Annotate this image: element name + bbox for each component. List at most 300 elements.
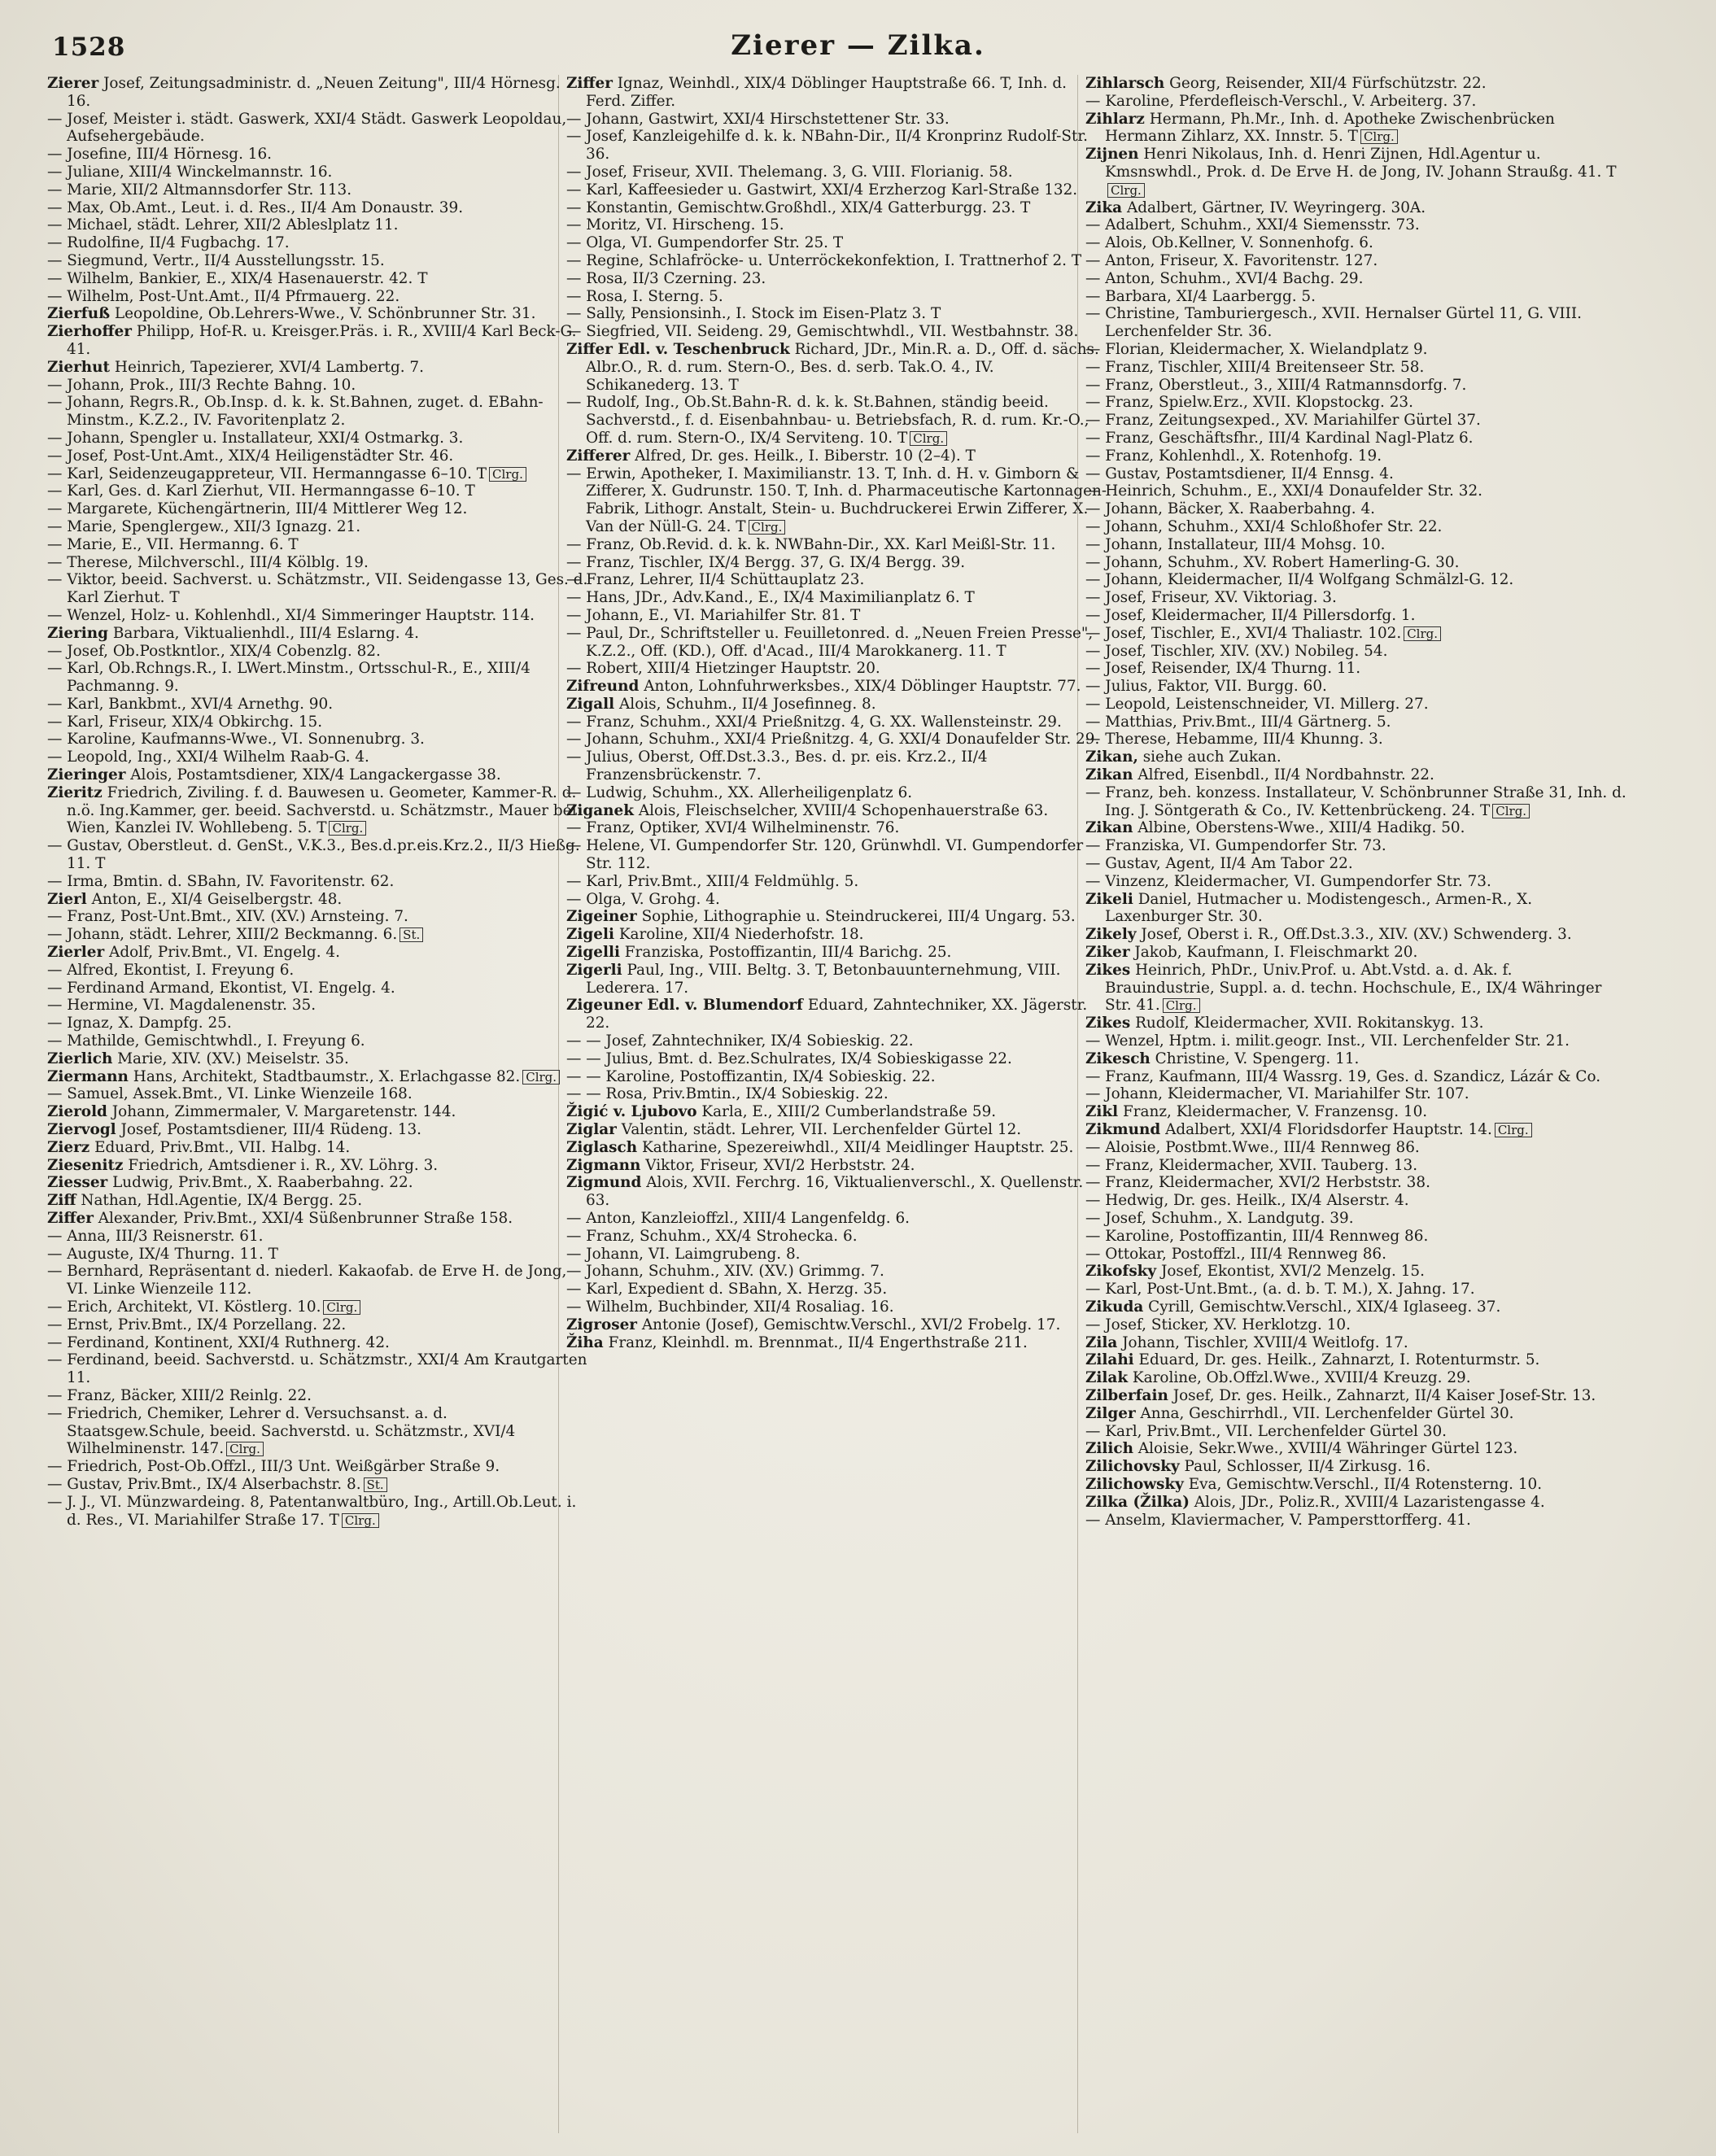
surname: Zifreund xyxy=(566,678,640,696)
entry-text: Anton, Lohnfuhrwerksbes., XIX/4 Döblinger Hauptstr. 77. xyxy=(644,678,1081,696)
directory-entry xyxy=(47,394,588,430)
entry-text: — Franz, Tischler, XIII/4 Breitenseer Str. 58. xyxy=(1085,358,1425,376)
directory-entry xyxy=(566,128,1107,164)
directory-entry xyxy=(1085,1192,1626,1210)
entry-text: Barbara, Viktualienhdl., III/4 Eslarng. 4. xyxy=(112,624,419,642)
surname: Zilichovsky xyxy=(1085,1458,1180,1476)
entry-text: Friedrich, Amtsdiener i. R., XV. Löhrg. 3. xyxy=(128,1156,439,1174)
entry-text: — Ferdinand, beeid. Sachverstd. u. Schätzmstr., XXI/4 Am Krautgarten 11. xyxy=(47,1351,587,1387)
directory-entry xyxy=(47,748,588,766)
directory-entry xyxy=(1085,465,1626,483)
entry-text: Anna, Geschirrhdl., VII. Lerchenfelder Gürtel 30. xyxy=(1140,1404,1514,1422)
entry-text: — Karl, Seidenzeugappreteur, VII. Hermanngasse 6–10. T xyxy=(47,465,487,482)
entry-text: Adolf, Priv.Bmt., VI. Engelg. 4. xyxy=(109,944,340,962)
entry-text: — Franz, Kleidermacher, XVII. Tauberg. 13. xyxy=(1085,1156,1418,1174)
directory-entry xyxy=(47,430,588,447)
entry-text: — Wilhelm, Post-Unt.Amt., II/4 Pfrmauerg. 22. xyxy=(47,287,400,305)
running-head: Zierer — Zilka. xyxy=(731,29,985,62)
directory-entry xyxy=(47,465,588,483)
surname: Zikes xyxy=(1085,961,1131,979)
directory-entry xyxy=(1085,731,1626,748)
entry-text: — Karl, Bankbmt., XVI/4 Arnethg. 90. xyxy=(47,695,334,713)
surname: Ziffer Edl. v. Teschenbruck xyxy=(566,340,790,358)
entry-text: Jakob, Kaufmann, I. Fleischmarkt 20. xyxy=(1134,944,1418,962)
entry-text: — Hermine, VI. Magdalenenstr. 35. xyxy=(47,997,317,1015)
entry-text: Alois, Schuhm., II/4 Josefinneg. 8. xyxy=(619,695,876,713)
surname: Zikofsky xyxy=(1085,1263,1157,1281)
entry-text: — Johann, VI. Laimgrubeng. 8. xyxy=(566,1245,801,1263)
entry-text: — Paul, Dr., Schriftsteller u. Feuilletonred. d. „Neuen Freien Presse", K.Z.2., Off. (KD.), Off. d'Acad., III/4 Marokkanerg. 11. T xyxy=(566,624,1094,660)
entry-text: — Julius, Oberst, Off.Dst.3.3., Bes. d. pr. eis. Krz.2., II/4 Franzensbrückenstr. 7. xyxy=(566,748,988,784)
directory-entry xyxy=(566,270,1107,288)
directory-entry xyxy=(1085,571,1626,589)
entry-text: — Max, Ob.Amt., Leut. i. d. Res., II/4 Am Donaustr. 39. xyxy=(47,199,464,216)
entry-text: — Marie, Spenglergew., XII/3 Ignazg. 21. xyxy=(47,517,361,535)
directory-entry xyxy=(47,1157,588,1175)
entry-text: — Therese, Milchverschl., III/4 Kölblg. 19. xyxy=(47,553,369,571)
entry-text: — Josef, Kleidermacher, II/4 Pillersdorfg. 1. xyxy=(1085,606,1416,624)
directory-entry xyxy=(1085,536,1626,554)
entry-text: — Leopold, Leistenschneider, VI. Millerg. 27. xyxy=(1085,695,1429,713)
entry-text: — — Rosa, Priv.Bmtin., IX/4 Sobieskig. 22. xyxy=(566,1085,889,1103)
entry-text: — Anton, Kanzleioffzl., XIII/4 Langenfeldg. 6. xyxy=(566,1210,910,1227)
entry-text: — Franz, Kohlenhdl., X. Rotenhofg. 19. xyxy=(1085,447,1382,465)
entry-text: Alois, Postamtsdiener, XIX/4 Langackergasse 38. xyxy=(130,766,501,784)
entry-text: — Viktor, beeid. Sachverst. u. Schätzmstr., VII. Seidengasse 13, Ges. d. Karl Zierhut. T xyxy=(47,571,588,607)
directory-entry xyxy=(1085,1298,1626,1316)
directory-entry xyxy=(1085,1103,1626,1121)
directory-entry xyxy=(1085,748,1626,766)
directory-entry xyxy=(47,873,588,891)
registry-badge: Clrg. xyxy=(323,1300,360,1315)
directory-entry xyxy=(566,1334,1107,1352)
surname: Zihlarz xyxy=(1085,110,1145,128)
directory-entry xyxy=(1085,1050,1626,1068)
entry-text: — Mathilde, Gemischtwhdl., I. Freyung 6. xyxy=(47,1032,365,1050)
directory-entry xyxy=(566,1174,1107,1210)
entry-text: Richard, JDr., Min.R. a. D., Off. d. sächs. Albr.O., R. d. rum. Stern-O., Bes. d. serb. Tak.O. 4., IV. Schikanederg. 13. T xyxy=(586,340,1099,394)
surname: Zierhoffer xyxy=(47,323,132,341)
entry-text: — Siegfried, VII. Seideng. 29, Gemischtwhdl., VII. Westbahnstr. 38. xyxy=(566,323,1079,341)
directory-entry xyxy=(1085,891,1626,927)
directory-entry xyxy=(47,111,588,146)
entry-text: — Franz, Optiker, XVI/4 Wilhelminenstr. 76. xyxy=(566,819,900,837)
directory-entry xyxy=(566,837,1107,873)
entry-text: — Johann, Gastwirt, XXI/4 Hirschstettener Str. 33. xyxy=(566,110,950,128)
directory-entry xyxy=(1085,377,1626,395)
registry-badge: Clrg. xyxy=(522,1070,560,1085)
directory-entry xyxy=(1085,855,1626,873)
directory-entry xyxy=(1085,1440,1626,1458)
directory-entry xyxy=(566,252,1107,270)
entry-text: — Karl, Kaffeesieder u. Gastwirt, XXI/4 Erzherzog Karl-Straße 132. xyxy=(566,181,1078,199)
directory-entry xyxy=(1085,714,1626,731)
directory-entry xyxy=(566,1139,1107,1157)
entry-text: — Franz, Geschäftsfhr., III/4 Kardinal Nagl-Platz 6. xyxy=(1085,429,1474,447)
directory-entry xyxy=(1085,216,1626,234)
directory-entry xyxy=(566,288,1107,306)
entry-text: — Auguste, IX/4 Thurng. 11. T xyxy=(47,1245,278,1263)
entry-text: — Karoline, Pferdefleisch-Verschl., V. Arbeiterg. 37. xyxy=(1085,92,1477,110)
surname: Ziesenitz xyxy=(47,1156,124,1174)
entry-text: — Samuel, Assek.Bmt., VI. Linke Wienzeile 168. xyxy=(47,1085,413,1103)
directory-entry xyxy=(1085,1174,1626,1192)
directory-entry xyxy=(1085,837,1626,855)
entry-text: Cyrill, Gemischtw.Verschl., XIX/4 Iglaseeg. 37. xyxy=(1148,1298,1501,1316)
surname: Zikeli xyxy=(1085,890,1133,908)
directory-entry xyxy=(47,518,588,536)
surname: Zikely xyxy=(1085,926,1137,944)
directory-entry xyxy=(1085,660,1626,678)
directory-entry xyxy=(566,1157,1107,1175)
surname: Zigeuner Edl. v. Blumendorf xyxy=(566,997,803,1015)
directory-entry xyxy=(566,607,1107,625)
directory-entry xyxy=(566,447,1107,465)
registry-badge: Clrg. xyxy=(489,467,526,482)
directory-entry xyxy=(47,1103,588,1121)
surname: Ziffer xyxy=(566,75,613,92)
directory-entry xyxy=(566,536,1107,554)
entry-text: — Margarete, Küchengärtnerin, III/4 Mittlerer Weg 12. xyxy=(47,500,468,518)
surname: Zigeiner xyxy=(566,908,637,926)
directory-entry xyxy=(47,323,588,359)
entry-text: Marie, XIV. (XV.) Meiselstr. 35. xyxy=(117,1050,349,1067)
directory-entry xyxy=(566,1085,1107,1103)
directory-entry xyxy=(566,323,1107,341)
directory-entry xyxy=(1085,199,1626,217)
surname: Zierfuß xyxy=(47,305,111,323)
directory-entry xyxy=(1085,500,1626,518)
entry-text: Viktor, Friseur, XVI/2 Herbststr. 24. xyxy=(645,1156,915,1174)
entry-text: Philipp, Hof-R. u. Kreisger.Präs. i. R., XVIII/4 Karl Beck-G. 41. xyxy=(67,323,577,358)
directory-entry xyxy=(1085,430,1626,447)
surname: Zikuda xyxy=(1085,1298,1144,1316)
directory-entry xyxy=(566,1263,1107,1281)
entry-text: Albine, Oberstens-Wwe., XIII/4 Hadikg. 50. xyxy=(1137,819,1465,837)
entry-text: — Rudolf, Ing., Ob.St.Bahn-R. d. k. k. St.Bahnen, ständig beeid. Sachverstd., f. d. Eisenbahnbau- u. Betriebsfach, R. d. rum. Kr.-O., Off. d. rum. Stern-O., IX/4 Serviteng. 10. T xyxy=(566,394,1089,447)
entry-text: — Johann, Prok., III/3 Rechte Bahng. 10. xyxy=(47,376,356,394)
directory-entry xyxy=(47,766,588,784)
entry-text: — Robert, XIII/4 Hietzinger Hauptstr. 20. xyxy=(566,660,880,678)
directory-entry xyxy=(47,660,588,696)
entry-text: Hermann, Ph.Mr., Inh. d. Apotheke Zwischenbrücken Hermann Zihlarz, XX. Innstr. 5. T xyxy=(1105,110,1555,146)
registry-badge: St. xyxy=(364,1477,387,1492)
directory-entry xyxy=(1085,482,1626,500)
entry-text: — Josef, Schuhm., X. Landgutg. 39. xyxy=(1085,1210,1354,1227)
entry-text: — Franz, beh. konzess. Installateur, V. Schönbrunner Straße 31, Inh. d. Ing. J. Söntgerath & Co., IV. Kettenbrückeng. 24. T xyxy=(1085,783,1626,819)
directory-entry xyxy=(566,305,1107,323)
entry-text: Karla, E., XIII/2 Cumberlandstraße 59. xyxy=(701,1103,997,1121)
entry-text: — Vinzenz, Kleidermacher, VI. Gumpendorfer Str. 73. xyxy=(1085,872,1491,890)
directory-entry xyxy=(1085,75,1626,93)
entry-text: Franziska, Postoffizantin, III/4 Barichg. 25. xyxy=(624,944,952,962)
entry-text: Katharine, Spezereiwhdl., XII/4 Meidlinger Hauptstr. 25. xyxy=(641,1138,1074,1156)
surname: Zieritz xyxy=(47,783,103,801)
column-3 xyxy=(1085,75,1626,2133)
directory-entry xyxy=(1085,766,1626,784)
surname: Zikmund xyxy=(1085,1121,1161,1139)
directory-entry xyxy=(566,571,1107,589)
entry-text: — Siegmund, Vertr., II/4 Ausstellungsstr. 15. xyxy=(47,251,385,269)
entry-text: — Josef, Sticker, XV. Herklotzg. 10. xyxy=(1085,1316,1351,1333)
directory-entry xyxy=(566,1121,1107,1139)
directory-entry xyxy=(566,234,1107,252)
entry-text: Alfred, Dr. ges. Heilk., I. Biberstr. 10 (2–4). T xyxy=(635,447,976,465)
directory-entry xyxy=(566,1050,1107,1068)
directory-entry xyxy=(566,1068,1107,1086)
directory-entry xyxy=(47,1192,588,1210)
directory-entry xyxy=(566,216,1107,234)
entry-text: Eduard, Priv.Bmt., VII. Halbg. 14. xyxy=(94,1138,351,1156)
entry-text: — Ferdinand, Kontinent, XXI/4 Ruthnerg. 42. xyxy=(47,1333,390,1351)
directory-entry xyxy=(1085,1068,1626,1086)
directory-entry xyxy=(566,1103,1107,1121)
entry-text: — Olga, V. Grohg. 4. xyxy=(566,890,720,908)
directory-entry xyxy=(47,997,588,1015)
directory-entry xyxy=(1085,607,1626,625)
entry-text: Adalbert, Gärtner, IV. Weyringerg. 30A. xyxy=(1126,199,1426,216)
surname: Zierler xyxy=(47,944,105,962)
directory-entry xyxy=(566,908,1107,926)
directory-entry xyxy=(566,997,1107,1032)
directory-entry xyxy=(47,554,588,572)
entry-text: — Hans, JDr., Adv.Kand., E., IX/4 Maximilianplatz 6. T xyxy=(566,589,975,607)
directory-entry xyxy=(1085,1015,1626,1032)
entry-text: — Ottokar, Postoffzl., III/4 Rennweg 86. xyxy=(1085,1245,1386,1263)
entry-text: — Bernhard, Repräsentant d. niederl. Kakaofab. de Erve H. de Jong, VI. Linke Wienzeile 112. xyxy=(47,1263,567,1298)
entry-text: — Johann, Schuhm., XV. Robert Hamerling-G. 30. xyxy=(1085,553,1460,571)
directory-entry xyxy=(47,714,588,731)
surname: Zika xyxy=(1085,199,1123,216)
directory-entry xyxy=(47,1210,588,1228)
entry-text: — Therese, Hebamme, III/4 Khunng. 3. xyxy=(1085,731,1383,748)
surname: Ziff xyxy=(47,1192,76,1210)
entry-text: Eduard, Dr. ges. Heilk., Zahnarzt, I. Rotenturmstr. 5. xyxy=(1138,1351,1540,1369)
surname: Zikan, xyxy=(1085,748,1138,766)
directory-entry xyxy=(566,696,1107,714)
entry-text: — Johann, Installateur, III/4 Mohsg. 10. xyxy=(1085,535,1386,553)
directory-entry xyxy=(566,926,1107,944)
directory-entry xyxy=(566,199,1107,217)
surname: Zifferer xyxy=(566,447,631,465)
surname: Zikes xyxy=(1085,1015,1131,1032)
entry-text: siehe auch Zukan. xyxy=(1142,748,1282,766)
surname: Zila xyxy=(1085,1333,1118,1351)
directory-entry xyxy=(47,1351,588,1387)
directory-entry xyxy=(566,873,1107,891)
registry-badge: Clrg. xyxy=(226,1442,264,1456)
directory-entry xyxy=(1085,926,1626,944)
entry-text: — Helene, VI. Gumpendorfer Str. 120, Grünwhdl. VI. Gumpendorfer Str. 112. xyxy=(566,837,1084,873)
directory-entry xyxy=(1085,1458,1626,1476)
registry-badge: Clrg. xyxy=(749,520,786,535)
entry-text: — Karl, Priv.Bmt., VII. Lerchenfelder Gürtel 30. xyxy=(1085,1422,1447,1440)
entry-text: — Wilhelm, Bankier, E., XIX/4 Hasenauerstr. 42. T xyxy=(47,269,428,287)
entry-text: — Johann, Schuhm., XXI/4 Schloßhofer Str. 22. xyxy=(1085,517,1443,535)
directory-entry xyxy=(566,660,1107,678)
surname: Zikan xyxy=(1085,819,1133,837)
entry-text: Josef, Zeitungsadministr. d. „Neuen Zeitung", III/4 Hörnesg. 16. xyxy=(67,75,561,110)
entry-text: — Marie, E., VII. Hermanng. 6. T xyxy=(47,535,299,553)
entry-text: — Wenzel, Hptm. i. milit.geogr. Inst., VII. Lerchenfelder Str. 21. xyxy=(1085,1032,1570,1050)
directory-entry xyxy=(566,802,1107,820)
directory-entry xyxy=(1085,678,1626,696)
directory-entry xyxy=(47,1387,588,1405)
directory-entry xyxy=(47,784,588,837)
directory-entry xyxy=(47,926,588,944)
entry-text: — Florian, Kleidermacher, X. Wielandplatz 9. xyxy=(1085,340,1428,358)
entry-text: — Irma, Bmtin. d. SBahn, IV. Favoritenstr. 62. xyxy=(47,872,395,890)
entry-text: — Rosa, I. Sterng. 5. xyxy=(566,287,723,305)
directory-entry xyxy=(1085,305,1626,341)
directory-entry xyxy=(1085,1281,1626,1298)
entry-text: Josef, Postamtsdiener, III/4 Rüdeng. 13. xyxy=(120,1121,422,1139)
directory-entry xyxy=(47,1298,588,1316)
entry-text: — Johann, Bäcker, X. Raaberbahng. 4. xyxy=(1085,500,1376,518)
entry-text: — Ernst, Priv.Bmt., IX/4 Porzellang. 22. xyxy=(47,1316,347,1333)
entry-text: — J. J., VI. Münzwardeing. 8, Patentanwaltbüro, Ing., Artill.Ob.Leut. i. d. Res., VI. Mariahilfer Straße 17. T xyxy=(47,1493,577,1529)
directory-entry xyxy=(47,837,588,873)
entry-text: Josef, Oberst i. R., Off.Dst.3.3., XIV. (XV.) Schwenderg. 3. xyxy=(1141,926,1572,944)
directory-entry xyxy=(47,252,588,270)
directory-entry xyxy=(47,305,588,323)
surname: Zilichowsky xyxy=(1085,1475,1184,1493)
entry-text: — Josefine, III/4 Hörnesg. 16. xyxy=(47,146,273,164)
directory-entry xyxy=(1085,412,1626,430)
entry-text: Karoline, Ob.Offzl.Wwe., XVIII/4 Kreuzg. 29. xyxy=(1132,1369,1471,1387)
registry-badge: Clrg. xyxy=(1163,998,1200,1013)
entry-text: — Karoline, Postoffizantin, III/4 Rennweg 86. xyxy=(1085,1227,1429,1245)
entry-text: — Sally, Pensionsinh., I. Stock im Eisen-Platz 3. T xyxy=(566,305,941,323)
entry-text: — Adalbert, Schuhm., XXI/4 Siemensstr. 73. xyxy=(1085,216,1420,234)
directory-entry xyxy=(1085,146,1626,199)
directory-entry xyxy=(47,482,588,500)
entry-text: Leopoldine, Ob.Lehrers-Wwe., V. Schönbrunner Str. 31. xyxy=(114,305,536,323)
directory-entry xyxy=(1085,394,1626,412)
directory-entry xyxy=(47,1139,588,1157)
entry-text: — Julius, Faktor, VII. Burgg. 60. xyxy=(1085,678,1327,696)
entry-text: — Josef, Ob.Postkntlor., XIX/4 Cobenzlg. 82. xyxy=(47,642,381,660)
entry-text: — Anton, Schuhm., XVI/4 Bachg. 29. xyxy=(1085,269,1364,287)
surname: Zijnen xyxy=(1085,146,1139,164)
surname: Zikesch xyxy=(1085,1050,1151,1067)
surname: Zilka (Žilka) xyxy=(1085,1493,1190,1511)
entry-text: — Barbara, XI/4 Laarbergg. 5. xyxy=(1085,287,1316,305)
entry-text: — Ignaz, X. Dampfg. 25. xyxy=(47,1015,232,1032)
directory-entry xyxy=(1085,1316,1626,1334)
directory-entry xyxy=(47,234,588,252)
entry-text: — Ludwig, Schuhm., XX. Allerheiligenplatz 6. xyxy=(566,783,913,801)
entry-text: — Josef, Tischler, E., XVI/4 Thaliastr. 102. xyxy=(1085,624,1402,642)
directory-entry xyxy=(566,1228,1107,1246)
surname: Ziganek xyxy=(566,801,635,819)
entry-text: Eva, Gemischtw.Verschl., II/4 Rotensterng. 10. xyxy=(1188,1475,1543,1493)
surname: Zierlich xyxy=(47,1050,113,1067)
entry-text: Christine, V. Spengerg. 11. xyxy=(1155,1050,1360,1067)
directory-entry xyxy=(566,394,1107,447)
entry-text: Daniel, Hutmacher u. Modistengesch., Armen-R., X. Laxenburger Str. 30. xyxy=(1105,890,1533,926)
entry-text: — Josef, Post-Unt.Amt., XIX/4 Heiligenstädter Str. 46. xyxy=(47,447,454,465)
surname: Zilahi xyxy=(1085,1351,1134,1369)
entry-text: — Michael, städt. Lehrer, XII/2 Ableslplatz 11. xyxy=(47,216,399,234)
entry-text: — Hedwig, Dr. ges. Heilk., IX/4 Alserstr. 4. xyxy=(1085,1192,1409,1210)
directory-entry xyxy=(566,1210,1107,1228)
directory-entry xyxy=(1085,819,1626,837)
surname: Ziglasch xyxy=(566,1138,638,1156)
directory-entry xyxy=(47,164,588,181)
registry-badge: Clrg. xyxy=(1107,183,1145,198)
directory-entry xyxy=(1085,1139,1626,1157)
surname: Zieringer xyxy=(47,766,126,784)
surname: Zigelli xyxy=(566,944,620,962)
directory-entry xyxy=(1085,359,1626,377)
entry-text: Ludwig, Priv.Bmt., X. Raaberbahng. 22. xyxy=(112,1174,413,1192)
entry-text: — Johann, Schuhm., XIV. (XV.) Grimmg. 7. xyxy=(566,1263,884,1281)
entry-text: Ignaz, Weinhdl., XIX/4 Döblinger Hauptstraße 66. T, Inh. d. Ferd. Ziffer. xyxy=(586,75,1067,110)
directory-entry xyxy=(47,1405,588,1458)
directory-entry xyxy=(1085,1369,1626,1387)
entry-text: — Alois, Ob.Kellner, V. Sonnenhofg. 6. xyxy=(1085,234,1373,252)
entry-text: — Friedrich, Chemiker, Lehrer d. Versuchsanst. a. d. Staatsgew.Schule, beeid. Sachverstd. u. Schätzmstr., XVI/4 Wilhelminenstr. 147. xyxy=(47,1404,516,1458)
directory-entry xyxy=(47,1316,588,1334)
entry-text: — Heinrich, Schuhm., E., XXI/4 Donaufelder Str. 32. xyxy=(1085,482,1482,500)
directory-entry xyxy=(47,216,588,234)
surname: Zilger xyxy=(1085,1404,1136,1422)
entry-text: — Gustav, Priv.Bmt., IX/4 Alserbachstr. 8. xyxy=(47,1475,361,1493)
directory-entry xyxy=(47,1068,588,1086)
entry-text: — Franz, Bäcker, XIII/2 Reinlg. 22. xyxy=(47,1386,312,1404)
directory-entry xyxy=(1085,944,1626,962)
surname: Ziglar xyxy=(566,1121,617,1139)
entry-text: Josef, Dr. ges. Heilk., Zahnarzt, II/4 Kaiser Josef-Str. 13. xyxy=(1172,1386,1596,1404)
entry-text: — Ferdinand Armand, Ekontist, VI. Engelg. 4. xyxy=(47,979,395,997)
directory-entry xyxy=(1085,518,1626,536)
entry-text: — Franziska, VI. Gumpendorfer Str. 73. xyxy=(1085,837,1386,855)
entry-text: — Franz, Kleidermacher, XVI/2 Herbststr. 38. xyxy=(1085,1174,1430,1192)
entry-text: — — Karoline, Postoffizantin, IX/4 Sobieskig. 22. xyxy=(566,1067,936,1085)
entry-text: Aloisie, Sekr.Wwe., XVIII/4 Währinger Gürtel 123. xyxy=(1137,1440,1518,1458)
entry-text: — Alfred, Ekontist, I. Freyung 6. xyxy=(47,961,295,979)
directory-entry xyxy=(47,571,588,607)
entry-text: — Karl, Ob.Rchngs.R., I. LWert.Minstm., Ortsschul-R., E., XIII/4 Pachmanng. 9. xyxy=(47,660,531,696)
directory-entry xyxy=(566,1316,1107,1334)
entry-text: Georg, Reisender, XII/4 Fürfschützstr. 22. xyxy=(1169,75,1487,92)
entry-text: — Anselm, Klaviermacher, V. Pampersttorfferg. 41. xyxy=(1085,1511,1471,1529)
directory-entry xyxy=(1085,111,1626,146)
registry-badge: Clrg. xyxy=(910,431,947,446)
entry-text: — Franz, Spielw.Erz., XVII. Klopstockg. 23. xyxy=(1085,394,1413,412)
entry-text: — Olga, VI. Gumpendorfer Str. 25. T xyxy=(566,234,844,252)
entry-text: — Leopold, Ing., XXI/4 Wilhelm Raab-G. 4. xyxy=(47,748,369,766)
entry-text: Heinrich, Tapezierer, XVI/4 Lambertg. 7. xyxy=(114,358,424,376)
entry-text: — Franz, Lehrer, II/4 Schüttauplatz 23. xyxy=(566,571,865,589)
surname: Zigall xyxy=(566,695,615,713)
entry-text: — Gustav, Postamtsdiener, II/4 Ennsg. 4. xyxy=(1085,465,1394,482)
surname: Zigerli xyxy=(566,961,622,979)
directory-entry xyxy=(566,164,1107,181)
entry-text: — Rosa, II/3 Czerning. 23. xyxy=(566,269,766,287)
directory-entry xyxy=(1085,93,1626,111)
directory-entry xyxy=(566,748,1107,784)
directory-entry xyxy=(566,1298,1107,1316)
directory-entry xyxy=(1085,1512,1626,1530)
surname: Ziervogl xyxy=(47,1121,116,1139)
entry-text: — Matthias, Priv.Bmt., III/4 Gärtnerg. 5. xyxy=(1085,713,1391,731)
surname: Ziker xyxy=(1085,944,1130,962)
directory-entry xyxy=(1085,589,1626,607)
entry-text: — — Josef, Zahntechniker, IX/4 Sobieskig. 22. xyxy=(566,1032,914,1050)
directory-entry xyxy=(1085,234,1626,252)
